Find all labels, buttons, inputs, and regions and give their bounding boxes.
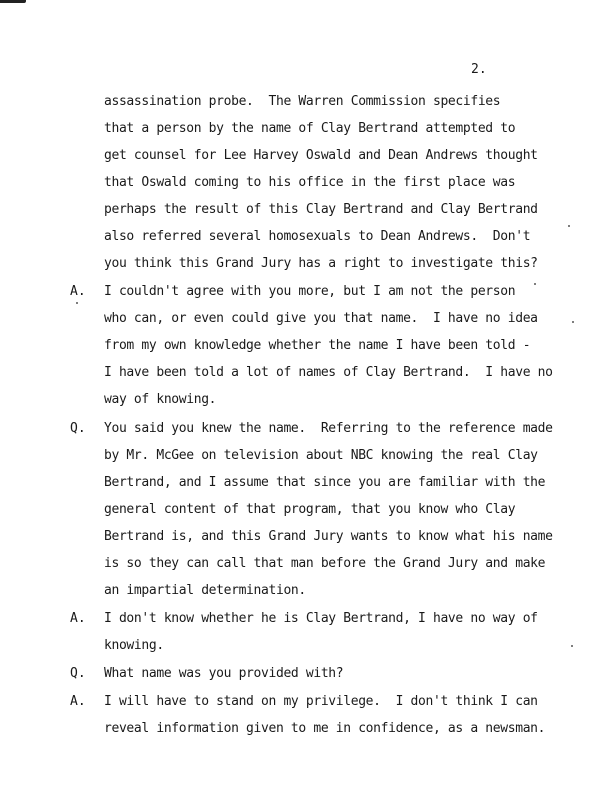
page-number: 2. — [471, 62, 487, 77]
scan-speck — [571, 645, 573, 647]
transcript-line: reveal information given to me in confidence, as a newsman. — [104, 721, 546, 736]
transcript-line: from my own knowledge whether the name I have been told - — [104, 338, 531, 353]
transcript-line: an impartial determination. — [104, 583, 306, 598]
transcript-line: I will have to stand on my privilege. I don't think I can — [104, 694, 538, 709]
transcript-line: assassination probe. The Warren Commission specifies — [104, 94, 501, 109]
transcript-line: way of knowing. — [104, 392, 217, 407]
transcript-line: I have been told a lot of names of Clay Bertrand. I have no — [104, 365, 553, 380]
transcript-line: also referred several homosexuals to Dean Andrews. Don't — [104, 229, 531, 244]
transcript-line: that Oswald coming to his office in the first place was — [104, 175, 516, 190]
transcript-line: perhaps the result of this Clay Bertrand and Clay Bertrand — [104, 202, 538, 217]
transcript-line: by Mr. McGee on television about NBC knowing the real Clay — [104, 448, 538, 463]
transcript-line: What name was you provided with? — [104, 666, 344, 681]
scan-speck — [76, 302, 78, 304]
scan-speck — [534, 283, 536, 285]
transcript-line: I couldn't agree with you more, but I am not the person — [104, 284, 516, 299]
transcript-line: who can, or even could give you that name. I have no idea — [104, 311, 538, 326]
speaker-label: Q. — [70, 666, 86, 681]
corner-mark — [0, 0, 26, 3]
transcript-line: You said you knew the name. Referring to the reference made — [104, 421, 553, 436]
speaker-label: A. — [70, 694, 86, 709]
transcript-line: you think this Grand Jury has a right to investigate this? — [104, 256, 538, 271]
transcript-line: Bertrand is, and this Grand Jury wants to know what his name — [104, 529, 553, 544]
scan-speck — [568, 225, 570, 227]
speaker-label: Q. — [70, 421, 86, 436]
transcript-line: I don't know whether he is Clay Bertrand, I have no way of — [104, 611, 538, 626]
speaker-label: A. — [70, 284, 86, 299]
transcript-line: Bertrand, and I assume that since you are familiar with the — [104, 475, 546, 490]
scan-speck — [572, 321, 574, 323]
transcript-line: that a person by the name of Clay Bertrand attempted to — [104, 121, 516, 136]
transcript-line: is so they can call that man before the Grand Jury and make — [104, 556, 546, 571]
transcript-line: get counsel for Lee Harvey Oswald and Dean Andrews thought — [104, 148, 538, 163]
transcript-line: general content of that program, that you know who Clay — [104, 502, 516, 517]
transcript-line: knowing. — [104, 638, 164, 653]
speaker-label: A. — [70, 611, 86, 626]
